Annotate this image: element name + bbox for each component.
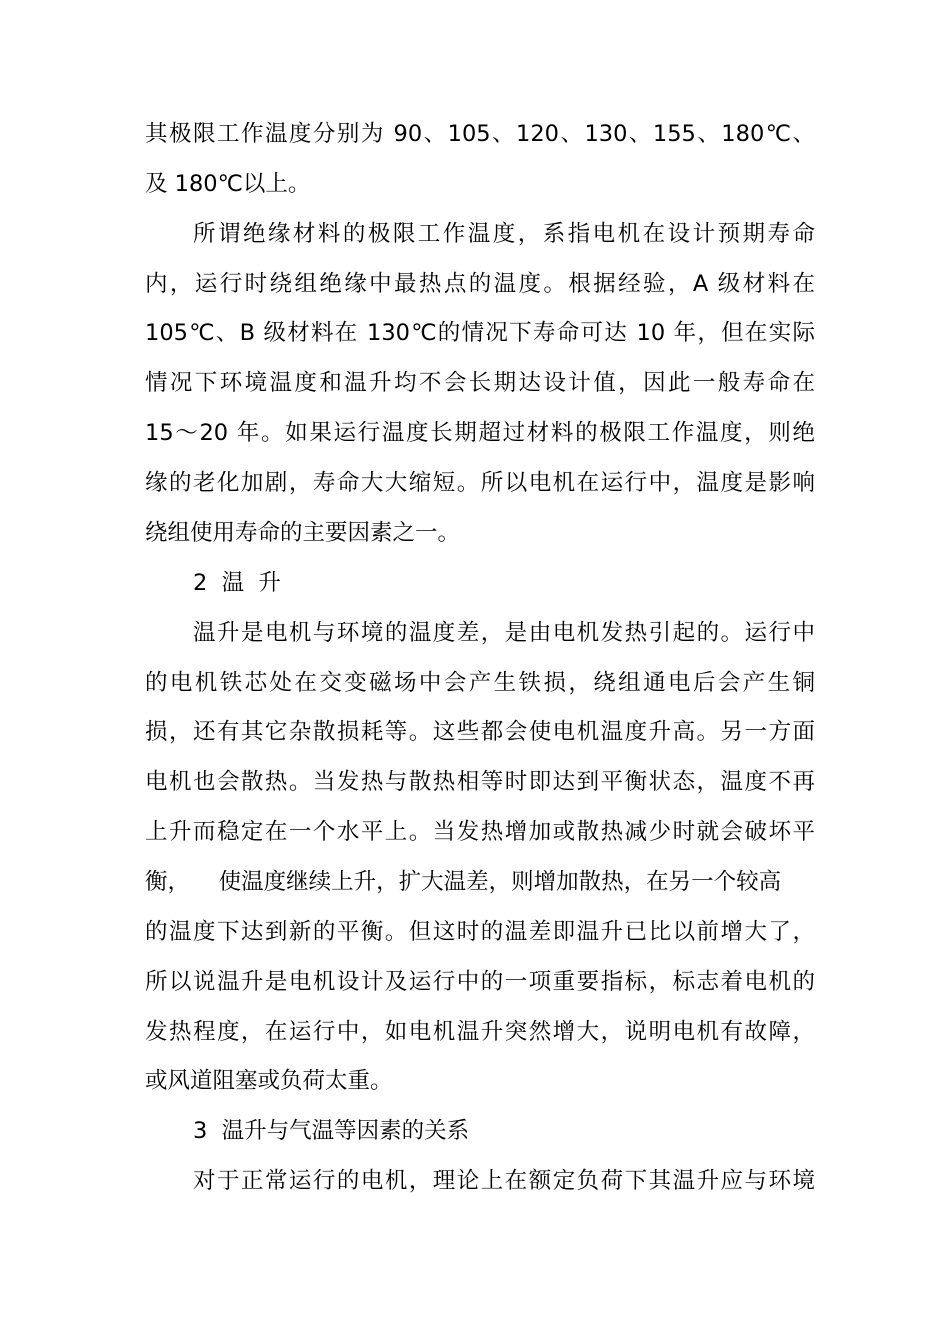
text-line: 内，运行时绕组绝缘中最热点的温度。根据经验，A 级材料在 [145,271,815,297]
paragraph-first-line: 所谓绝缘材料的极限工作温度，系指电机在设计预期寿命 [193,221,815,247]
text-line: 电机也会散热。当发热与散热相等时即达到平衡状态，温度不再 [145,769,815,795]
text-line: 或风道阻塞或负荷太重。 [145,1068,393,1094]
text-line: 所以说温升是电机设计及运行中的一项重要指标，标志着电机的 [145,969,815,995]
section-heading-3: 3 温升与气温等因素的关系 [193,1118,470,1144]
text-line: 上升而稳定在一个水平上。当发热增加或散热减少时就会破坏平 [145,819,815,845]
text-line: 损，还有其它杂散损耗等。这些都会使电机温度升高。另一方面 [145,719,815,745]
text-line: 及 180℃以上。 [145,171,311,197]
text-line: 衡， 使温度继续上升，扩大温差，则增加散热，在另一个较高 [145,869,782,895]
section-heading-2: 2 温 升 [193,570,281,596]
text-line: 其极限工作温度分别为 90、105、120、130、155、180℃、 [145,121,815,147]
paragraph-first-line: 温升是电机与环境的温度差，是由电机发热引起的。运行中 [193,620,815,646]
text-line: 15～20 年。如果运行温度长期超过材料的极限工作温度，则绝 [145,420,815,446]
text-line: 105℃、B 级材料在 130℃的情况下寿命可达 10 年，但在实际 [145,320,815,346]
text-line: 情况下环境温度和温升均不会长期达设计值，因此一般寿命在 [145,370,815,396]
paragraph-first-line: 对于正常运行的电机，理论上在额定负荷下其温升应与环境 [193,1168,815,1194]
text-line: 缘的老化加剧，寿命大大缩短。所以电机在运行中，温度是影响 [145,470,815,496]
text-line: 发热程度，在运行中，如电机温升突然增大，说明电机有故障， [145,1019,815,1045]
text-line: 的电机铁芯处在交变磁场中会产生铁损，绕组通电后会产生铜 [145,670,815,696]
text-line: 的温度下达到新的平衡。但这时的温差即温升已比以前增大了， [145,919,815,945]
text-line: 绕组使用寿命的主要因素之一。 [145,520,461,546]
